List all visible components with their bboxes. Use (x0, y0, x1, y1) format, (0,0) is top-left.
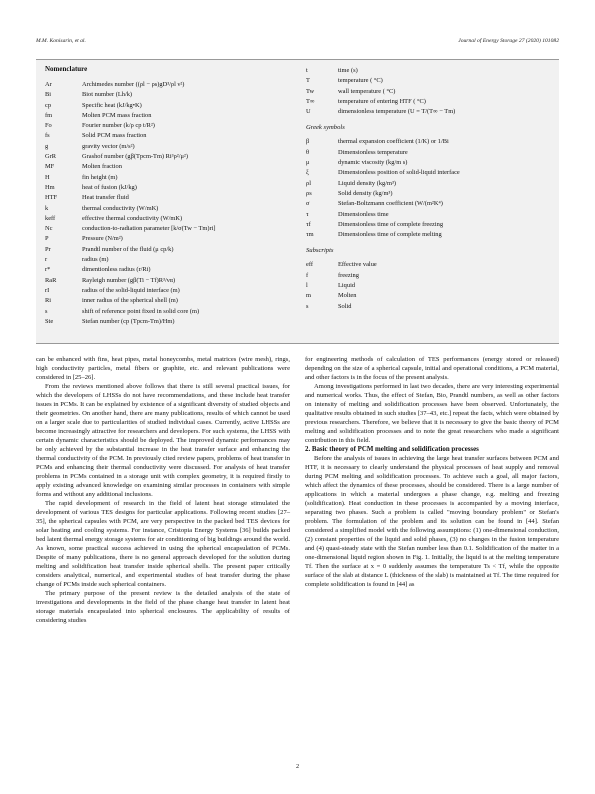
nomenclature-right-column (306, 66, 556, 312)
nomenclature-definition: Prandtl number of the fluid (μ cp/k) (82, 245, 174, 253)
nomenclature-entry (45, 265, 295, 275)
nomenclature-definition: Solid PCM mass fraction (82, 132, 147, 140)
nomenclature-definition: Stefan-Boltzmann coefficient (W/(m²K⁴) (338, 200, 443, 208)
nomenclature-symbol: Ste (45, 317, 54, 325)
nomenclature-symbol: keff (45, 214, 56, 222)
nomenclature-entry (306, 158, 556, 168)
nomenclature-entry (45, 173, 295, 183)
nomenclature-definition: Fourier number (k/ρ cp t/R²) (82, 122, 155, 130)
nomenclature-entry (306, 107, 556, 117)
nomenclature-symbol: Ar (45, 81, 52, 88)
nomenclature-entry (306, 137, 556, 147)
nomenclature-symbol: P (45, 235, 49, 243)
section-heading: 2. Basic theory of PCM melting and solidification processes (305, 446, 479, 454)
nomenclature-definition: gravity vector (m/s²) (82, 142, 135, 150)
nomenclature-symbol: β (306, 138, 310, 146)
nomenclature-symbol: rI (45, 286, 50, 294)
nomenclature-symbol: f (306, 271, 309, 279)
nomenclature-entry (306, 66, 556, 76)
nomenclature-entry (45, 234, 295, 244)
body-right-column (305, 355, 559, 589)
nomenclature-symbol: Ri (45, 297, 52, 305)
header-journal: Journal of Energy Storage 27 (2020) 101082 (458, 38, 559, 44)
nomenclature-symbol: Bi (45, 91, 52, 99)
nomenclature-entry (306, 97, 556, 107)
nomenclature-definition: temperature of entering HTF ( °C) (338, 97, 426, 105)
nomenclature-entry (45, 90, 295, 100)
nomenclature-definition: time (s) (338, 67, 358, 74)
nomenclature-symbol: l (306, 282, 308, 290)
nomenclature-entry (306, 210, 556, 220)
body-paragraph: The rapid development of research in the field of latent heat storage stimulated the development of various TES designs for particular applications. Following recent studies [27–35], the spherical capsules with PCM, are very perspective in the packed bed TES devices for solar heating and cooling systems. For instance, Cristopia Energy Systems [36] builds packed bed latent thermal energy storage systems for air conditioning of big buildings around the world. As known, some practical success achieved in using the spherical encapsulation of PCMs. Despite of many publications, there is no general approach developed for the solution during melting and solidification heat transfer inside spherical shells. The present paper critically considers analytical, numerical, and experimental studies of heat transfer during the phase change of PCMs inside such spherical containers. (36, 500, 290, 589)
nomenclature-symbol: Fo (45, 122, 52, 130)
nomenclature-symbol: Pr (45, 245, 51, 253)
nomenclature-entry (45, 80, 295, 90)
greek-symbols-heading: Greek symbols (306, 124, 345, 132)
nomenclature-entry (45, 204, 295, 214)
nomenclature-entry (45, 193, 295, 203)
nomenclature-definition: Heat transfer fluid (82, 194, 129, 202)
nomenclature-definition: wall temperature ( °C) (338, 87, 396, 95)
nomenclature-symbol: MF (45, 163, 55, 171)
body-left-column (36, 355, 290, 625)
nomenclature-symbol: s (306, 302, 309, 310)
nomenclature-symbol: τm (306, 231, 314, 239)
nomenclature-entry (306, 179, 556, 189)
nomenclature-symbol: m (306, 292, 311, 300)
header-authors: M.M. Konisarin, et al. (36, 38, 86, 44)
body-paragraph: Among investigations performed in last two decades, there are very interesting experimental and numerical works. Thus, the effect of Stefan, Bio, Prandtl numbers, as well as other factors on intensity of melting and solidification processes have been observed. Unfortunately, the qualitative results obtained in such studies [37–43, etc.] repeat the facts, which were obtained by previous researchers. Therefore, we believe that it is necessary to give the basic theory of PCM melting and solidification processes and to note the great researchers who made a significant contribution in this field. (305, 383, 559, 445)
nomenclature-definition: Solid density (kg/m³) (338, 189, 393, 197)
nomenclature-definition: Liquid (338, 282, 356, 290)
nomenclature-definition: Pressure (N/m²) (82, 235, 123, 243)
nomenclature-symbol: U (306, 108, 311, 116)
nomenclature-left-column (45, 80, 295, 327)
nomenclature-symbol: t (306, 67, 308, 74)
nomenclature-entry (45, 255, 295, 265)
nomenclature-symbol: H (45, 173, 50, 181)
nomenclature-entry (306, 148, 556, 158)
nomenclature-symbol: τ (306, 210, 309, 218)
nomenclature-entry (45, 276, 295, 286)
nomenclature-entry (45, 307, 295, 317)
body-paragraph: can be enhanced with fins, heat pipes, metal honeycombs, metal matrices (wire mesh), rings, high conductivity particles, metal fibers or graphite, etc. and relevant publications were considered in [25–26]. (36, 356, 290, 382)
nomenclature-entry (45, 286, 295, 296)
nomenclature-title: Nomenclature (45, 65, 88, 73)
nomenclature-entry (306, 189, 556, 199)
nomenclature-entry (45, 296, 295, 306)
nomenclature-definition: Dimensionless temperature (338, 148, 408, 156)
nomenclature-definition: Liquid density (kg/m³) (338, 179, 397, 187)
nomenclature-symbol: τf (306, 220, 311, 228)
nomenclature-symbol: k (45, 204, 49, 212)
nomenclature-entry (45, 131, 295, 141)
nomenclature-entry (45, 224, 295, 234)
nomenclature-entry (306, 230, 556, 240)
nomenclature-symbol: θ (306, 148, 310, 156)
nomenclature-definition: dimentionless radius (r/Ri) (82, 266, 151, 274)
nomenclature-entry (306, 260, 556, 270)
nomenclature-entry (45, 245, 295, 255)
nomenclature-definition: Biot number (Lh/k) (82, 91, 133, 99)
body-paragraph: for engineering methods of calculation of TES performances (energy stored or released) depending on the size of a spherical capsule, initial and operational conditions, a PCM material, and other factors is in the focus of the present analysis. (305, 356, 559, 382)
nomenclature-definition: thermal conductivity (W/mK) (82, 204, 159, 212)
nomenclature-definition: Dimensionless time (338, 210, 389, 218)
nomenclature-definition: temperature ( °C) (338, 77, 383, 85)
nomenclature-symbol: fs (45, 132, 50, 140)
nomenclature-entry (306, 220, 556, 230)
nomenclature-entry (45, 152, 295, 162)
nomenclature-definition: Dimensionless time of complete freezing (338, 220, 444, 228)
nomenclature-definition: Rayleigh number (gβ(Ti − Tf)R³/να) (82, 276, 176, 284)
nomenclature-entry (306, 199, 556, 209)
nomenclature-entry (306, 281, 556, 291)
nomenclature-symbol: GrR (45, 153, 57, 161)
nomenclature-definition: radius (m) (82, 256, 109, 264)
nomenclature-entry (306, 271, 556, 281)
nomenclature-symbol: Nc (45, 225, 53, 233)
nomenclature-definition: freezing (338, 271, 359, 279)
nomenclature-symbol: σ (306, 200, 310, 208)
running-header (36, 38, 559, 48)
body-paragraph: From the reviews mentioned above follows that there is still several practical issues, for which the developers of LHSSs do not have recommendations, and these include heat transfer issues in PCMs. It can be explained by existence of a significant diversity of studied objects and their geometries. On another hand, there are many publications, results of which cannot be used on a larger scale due to particularities of studied individual cases. Currently, active LHSSs are become increasingly attractive for researchers and developers. For such systems, the LHSS with certain dynamic characteristics should be deployed. The improved dynamic performances may be only achieved by the substantial increase in the heat transfer surface and enhancing the thermal conductivity of the PCM. In previously cited review papers, problems of heat transfer in PCMs and enhancing their thermal conductivity were discussed. For analysis of heat transfer problems in PCMs contained in a storage unit with complex geometry, it is required firstly to apply existing advanced knowledge on examining similar processes in containers with simple forms and without any additional inclusions. (36, 383, 290, 499)
nomenclature-symbol: ξ (306, 169, 309, 177)
nomenclature-definition: Molten (338, 292, 357, 300)
nomenclature-entry (306, 87, 556, 97)
nomenclature-definition: shift of reference point fixed in solid core (m) (82, 307, 200, 315)
nomenclature-definition: inner radius of the spherical shell (m) (82, 297, 178, 305)
nomenclature-definition: thermal expansion coefficient (1/K) or 1/Bi (338, 138, 449, 146)
nomenclature-definition: Molten PCM mass fraction (82, 111, 152, 119)
nomenclature-definition: Stefan number (cp (Tpcm-Tm)/Hm) (82, 317, 175, 325)
nomenclature-symbol: μ (306, 159, 310, 167)
nomenclature-symbol: Hm (45, 183, 55, 191)
nomenclature-symbol: s (45, 307, 48, 315)
nomenclature-definition: Effective value (338, 261, 377, 269)
nomenclature-entry (306, 168, 556, 178)
nomenclature-entry (45, 183, 295, 193)
nomenclature-definition: Dimensionless position of solid-liquid interface (338, 169, 460, 177)
nomenclature-symbol: HTF (45, 194, 58, 202)
nomenclature-symbol: cp (45, 101, 52, 109)
nomenclature-entry (45, 111, 295, 121)
nomenclature-definition: dimensionless temperature (U = T/(T∞ − Tm) (338, 108, 456, 116)
nomenclature-symbol: eff (306, 261, 313, 269)
body-paragraph: Before the analysis of issues in achieving the large heat transfer surfaces between PCM and HTF, it is necessary to clearly understand the physical processes of heat supply and removal during PCM melting and solidification processes. To achieve such a goal, all major factors, which affect the dynamics of these processes, should be considered. There is a large number of applications in which a material undergoes a phase change, e.g. melting and freezing (solidification). Heat conduction in these processes is accompanied by a moving interface, separating two phases. Such a problem is called "moving boundary problem" or Stefan's problem. The formulation of the problem and its solution can be found in [44]. Stefan considered a simplified model with the following assumptions: (1) one-dimensional conduction, (2) constant properties of the liquid and solid phases, (3) no changes in the fusion temperature and (4) quasi-steady state with the Stefan number less than 0.1. Solidification of the matter in a one-dimensional liquid region shown in Fig. 1. Initially, the liquid is at the melting temperature Tf. Then the surface at x = 0 suddenly assumes the temperature Ts < Tf, while the opposite surface of the slab at distance L (thickness of the slab) is maintained at Tf. The time required for complete solidification is found in [44] as (305, 455, 559, 589)
nomenclature-definition: Dimensionless time of complete melting (338, 231, 442, 239)
nomenclature-symbol: RaR (45, 276, 57, 284)
nomenclature-definition: Specific heat (kJ/kg•K) (82, 101, 142, 109)
nomenclature-entry (45, 142, 295, 152)
nomenclature-definition: effective thermal conductivity (W/mK) (82, 214, 183, 222)
nomenclature-box (36, 59, 559, 344)
nomenclature-definition: fin height (m) (82, 173, 118, 181)
nomenclature-entry (45, 214, 295, 224)
nomenclature-definition: Archimedes number ((ρl − ρs)gD³/ρl ν²) (82, 81, 185, 88)
nomenclature-definition: conduction-to-radiation parameter [k/σ(Tw − Tm)ri] (82, 225, 216, 233)
nomenclature-definition: Solid (338, 302, 352, 310)
nomenclature-definition: Grashof number (gβ(Tpcm-Tm) Ri³ρ²/μ²) (82, 153, 188, 161)
nomenclature-symbol: r (45, 256, 48, 264)
nomenclature-symbol: T (306, 77, 310, 85)
nomenclature-entry (45, 101, 295, 111)
nomenclature-symbol: g (45, 142, 49, 150)
nomenclature-symbol: fm (45, 111, 53, 119)
nomenclature-entry (306, 76, 556, 86)
nomenclature-entry (45, 162, 295, 172)
nomenclature-symbol: T∞ (306, 97, 315, 105)
nomenclature-entry (306, 291, 556, 301)
nomenclature-entry (306, 302, 556, 312)
nomenclature-definition: Molten fraction (82, 163, 122, 171)
nomenclature-symbol: ρs (306, 189, 312, 197)
nomenclature-entry (45, 121, 295, 131)
nomenclature-symbol: ρl (306, 179, 311, 187)
nomenclature-symbol: Tw (306, 87, 315, 95)
subscripts-heading: Subscripts (306, 247, 334, 255)
nomenclature-entry (45, 317, 295, 327)
nomenclature-definition: heat of fusion (kJ/kg) (82, 183, 137, 191)
nomenclature-definition: radius of the solid-liquid interface (m) (82, 286, 180, 294)
body-paragraph: The primary purpose of the present review is the detailed analysis of the state of investigations and developments in the field of the phase change heat transfer in latent heat storage materials encapsulated into spherical enclosures. The applicability of results of considering studies (36, 590, 290, 625)
page-number: 2 (295, 763, 300, 770)
nomenclature-definition: dynamic viscosity (kg/m s) (338, 159, 408, 167)
nomenclature-symbol: r* (45, 266, 51, 274)
